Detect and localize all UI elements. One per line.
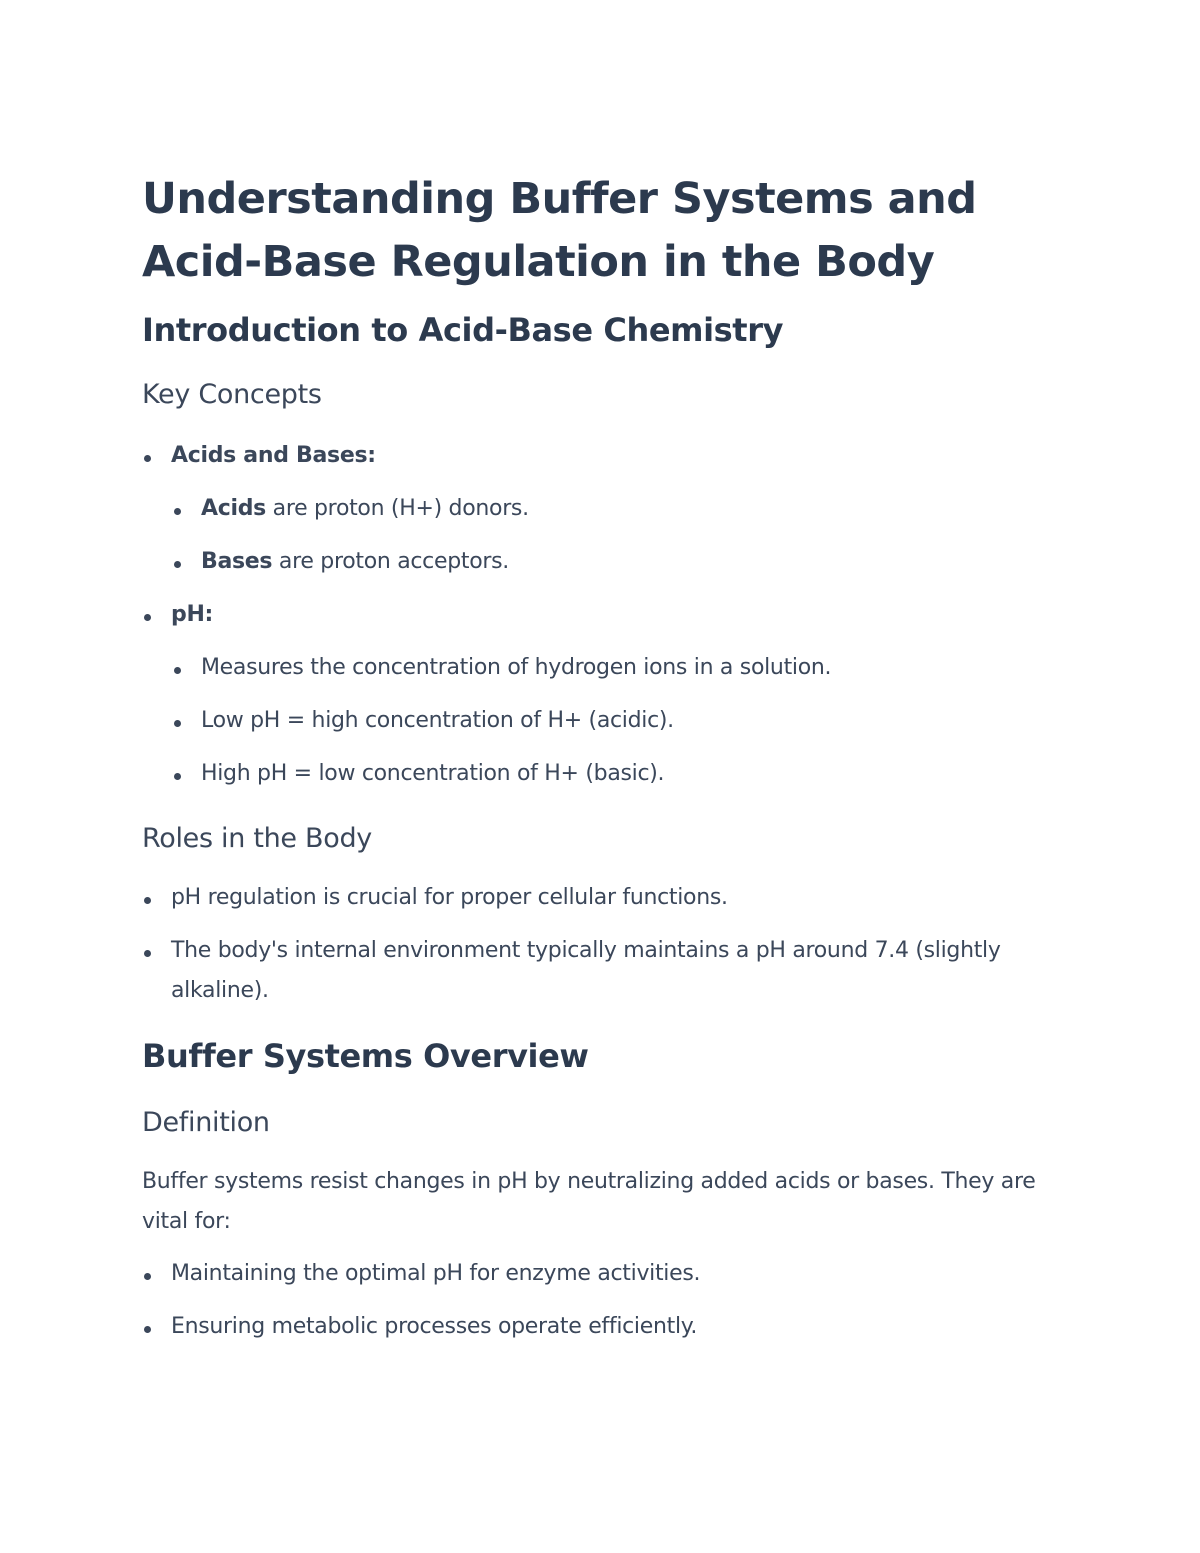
acids-definition: are proton (H+) donors. — [265, 496, 529, 521]
list-item — [142, 701, 1062, 741]
list-item-label: Acids and Bases: — [171, 443, 376, 468]
bullet-icon — [144, 455, 151, 462]
list-item-text: High pH = low concentration of H+ (basic). — [201, 761, 665, 786]
document-page — [142, 168, 1062, 1347]
list-item-label: pH: — [171, 602, 214, 627]
section-heading-buffer-systems: Buffer Systems Overview — [142, 1037, 589, 1075]
list-item-text: The body's internal environment typically maintains a pH around 7.4 (slightly alkaline). — [171, 938, 1001, 1003]
list-item — [142, 1307, 1062, 1347]
subsection-heading-definition: Definition — [142, 1107, 270, 1138]
list-item — [142, 878, 1062, 918]
list-item — [142, 754, 1062, 794]
definition-paragraph: Buffer systems resist changes in pH by neutralizing added acids or bases. They are vital for: — [142, 1169, 1036, 1234]
bullet-icon — [174, 508, 181, 515]
list-item — [142, 931, 1062, 1011]
vital-for-list — [142, 1254, 1062, 1347]
list-item-text: Measures the concentration of hydrogen ions in a solution. — [201, 655, 832, 680]
list-item — [142, 1254, 1062, 1294]
bullet-icon — [174, 667, 181, 674]
term-bases: Bases — [201, 549, 273, 574]
term-acids: Acids — [201, 496, 266, 521]
bases-definition: are proton acceptors. — [272, 549, 509, 574]
bullet-icon — [144, 614, 151, 621]
bullet-icon — [144, 897, 151, 904]
list-item-acids-bases — [142, 436, 1062, 476]
list-item — [142, 648, 1062, 688]
list-item-text: Ensuring metabolic processes operate efficiently. — [171, 1314, 698, 1339]
list-item-text: Low pH = high concentration of H+ (acidic). — [201, 708, 674, 733]
roles-list — [142, 878, 1062, 1011]
document-title: Understanding Buffer Systems and Acid-Base Regulation in the Body — [142, 174, 977, 287]
list-item-ph — [142, 595, 1062, 635]
list-item-text: Maintaining the optimal pH for enzyme activities. — [171, 1261, 701, 1286]
section-heading-intro: Introduction to Acid-Base Chemistry — [142, 311, 784, 349]
list-item-acids — [142, 489, 1062, 529]
bullet-icon — [144, 1326, 151, 1333]
bullet-icon — [174, 773, 181, 780]
subsection-heading-key-concepts: Key Concepts — [142, 379, 322, 410]
bullet-icon — [144, 1273, 151, 1280]
bullet-icon — [144, 950, 151, 957]
key-concepts-list — [142, 436, 1062, 794]
list-item-text: pH regulation is crucial for proper cellular functions. — [171, 885, 728, 910]
subsection-heading-roles: Roles in the Body — [142, 823, 372, 854]
list-item-bases — [142, 542, 1062, 582]
bullet-icon — [174, 720, 181, 727]
bullet-icon — [174, 561, 181, 568]
